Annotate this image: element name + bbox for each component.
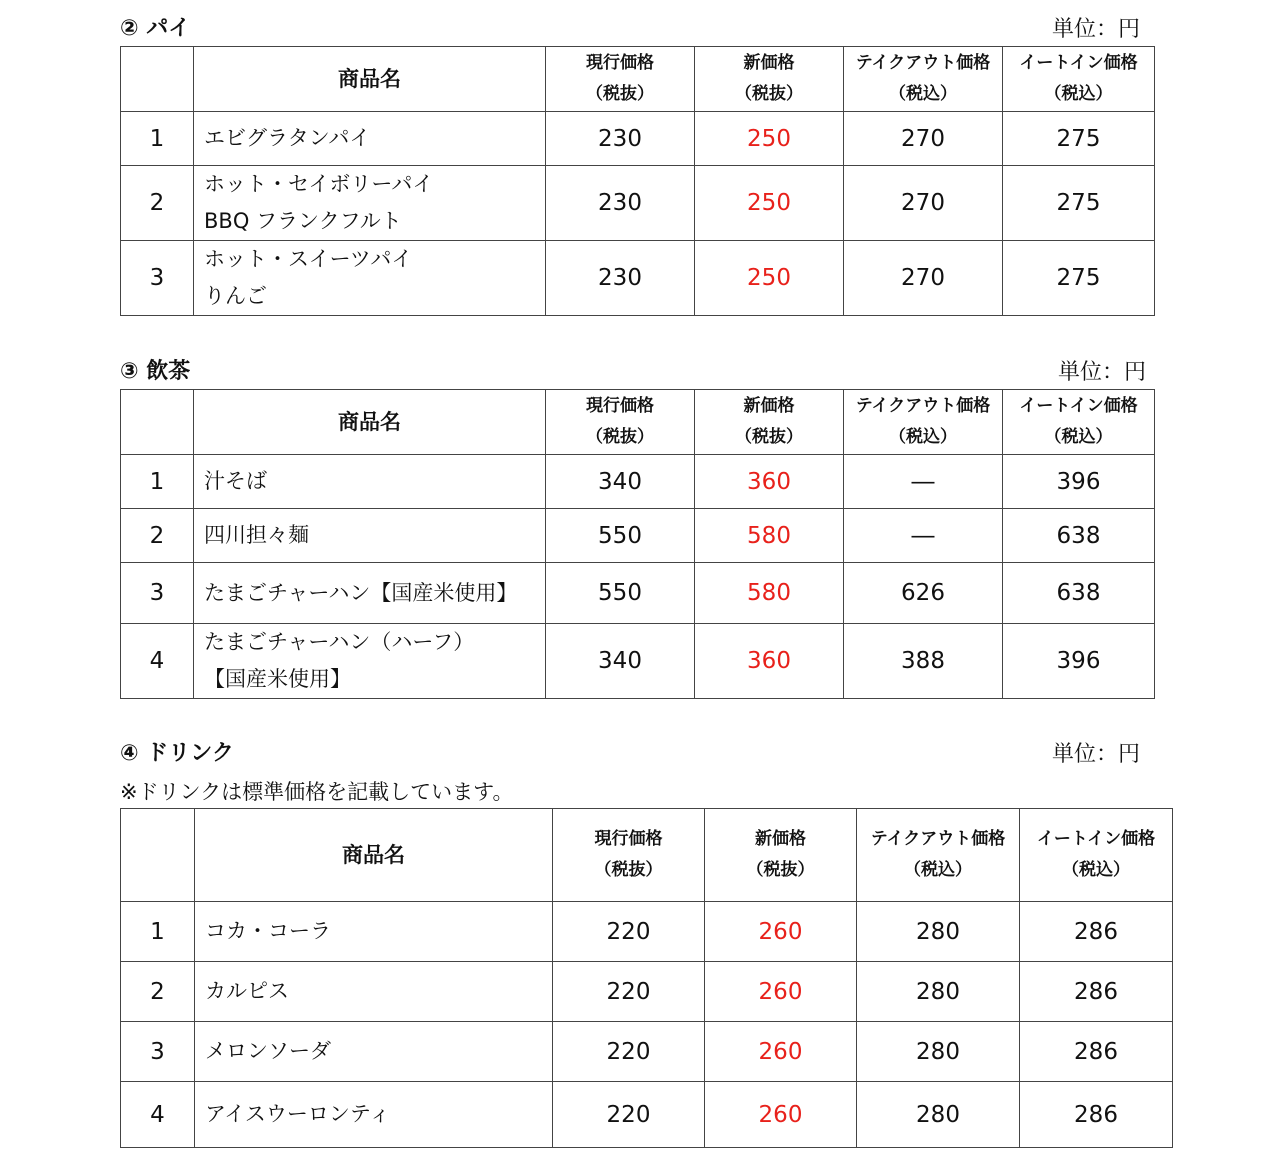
current-price: 220 [553,962,705,1022]
row-number: 4 [121,1082,195,1148]
table-row [121,624,1155,699]
new-price: 260 [705,902,857,962]
takeout-price: 280 [857,1022,1020,1082]
new-price: 260 [705,1082,857,1148]
row-number: 3 [121,563,194,624]
price-table-yamcha [120,389,1155,699]
takeout-price: 270 [844,241,1003,316]
takeout-price: 280 [857,962,1020,1022]
row-number: 2 [121,509,194,563]
header-takeout-price: テイクアウト価格 （税込） [844,390,1003,455]
table-row [121,241,1155,316]
current-price: 550 [546,563,695,624]
header-current-price: 現行価格 （税抜） [553,809,705,902]
row-number: 1 [121,112,194,166]
row-number: 3 [121,241,194,316]
header-eatin-price: イートイン価格 （税込） [1020,809,1173,902]
takeout-price: ― [844,455,1003,509]
product-name: メロンソーダ [195,1022,553,1082]
new-price: 580 [695,563,844,624]
row-number: 1 [121,902,195,962]
takeout-price: ― [844,509,1003,563]
header-new-price: 新価格 （税抜） [695,47,844,112]
new-price: 580 [695,509,844,563]
row-number: 3 [121,1022,195,1082]
table-row [121,509,1155,563]
header-no [121,47,194,112]
unit-label-pie: 単位：円 [1052,17,1141,42]
takeout-price: 280 [857,902,1020,962]
eatin-price: 638 [1003,563,1155,624]
current-price: 230 [546,112,695,166]
table-header-row [121,390,1155,455]
table-row [121,902,1173,962]
product-name: ホット・スイーツパイ りんご [194,241,546,316]
table-header-row [121,47,1155,112]
header-new-price: 新価格 （税抜） [705,809,857,902]
header-takeout-price: テイクアウト価格 （税込） [844,47,1003,112]
header-takeout-price: テイクアウト価格 （税込） [857,809,1020,902]
current-price: 340 [546,624,695,699]
current-price: 230 [546,241,695,316]
header-eatin-price: イートイン価格 （税込） [1003,390,1155,455]
current-price: 230 [546,166,695,241]
takeout-price: 270 [844,166,1003,241]
takeout-price: 270 [844,112,1003,166]
section-title-pie: ② パイ [120,16,191,41]
current-price: 340 [546,455,695,509]
product-name: カルピス [195,962,553,1022]
eatin-price: 396 [1003,624,1155,699]
header-eatin-price: イートイン価格 （税込） [1003,47,1155,112]
product-name: コカ・コーラ [195,902,553,962]
takeout-price: 388 [844,624,1003,699]
header-product-name: 商品名 [194,47,546,112]
header-product-name: 商品名 [194,390,546,455]
header-no [121,809,195,902]
current-price: 550 [546,509,695,563]
header-current-price: 現行価格 （税抜） [546,47,695,112]
eatin-price: 286 [1020,1082,1173,1148]
product-name: アイスウーロンティ [195,1082,553,1148]
eatin-price: 275 [1003,166,1155,241]
price-table-pie [120,46,1155,316]
eatin-price: 275 [1003,112,1155,166]
eatin-price: 275 [1003,241,1155,316]
table-header-row [121,809,1173,902]
product-name: ホット・セイボリーパイ BBQ フランクフルト [194,166,546,241]
product-name: 四川担々麺 [194,509,546,563]
header-no [121,390,194,455]
current-price: 220 [553,1022,705,1082]
table-row [121,962,1173,1022]
product-name: たまごチャーハン【国産米使用】 [194,563,546,624]
row-number: 4 [121,624,194,699]
table-row [121,166,1155,241]
product-name: たまごチャーハン（ハーフ） 【国産米使用】 [194,624,546,699]
unit-label-yamcha: 単位：円 [1058,360,1147,385]
eatin-price: 638 [1003,509,1155,563]
product-name: エビグラタンパイ [194,112,546,166]
section-title-drink: ④ ドリンク [120,741,234,766]
header-product-name: 商品名 [195,809,553,902]
eatin-price: 286 [1020,962,1173,1022]
takeout-price: 280 [857,1082,1020,1148]
current-price: 220 [553,902,705,962]
section-title-yamcha: ③ 飲茶 [120,359,191,384]
new-price: 260 [705,1022,857,1082]
table-row [121,112,1155,166]
row-number: 2 [121,962,195,1022]
header-new-price: 新価格 （税抜） [695,390,844,455]
new-price: 250 [695,112,844,166]
takeout-price: 626 [844,563,1003,624]
unit-label-drink: 単位：円 [1052,742,1141,767]
row-number: 1 [121,455,194,509]
product-name: 汁そば [194,455,546,509]
new-price: 250 [695,241,844,316]
row-number: 2 [121,166,194,241]
eatin-price: 286 [1020,902,1173,962]
table-row [121,1022,1173,1082]
new-price: 260 [705,962,857,1022]
eatin-price: 286 [1020,1022,1173,1082]
price-table-drink [120,808,1173,1148]
drink-note: ※ドリンクは標準価格を記載しています。 [120,780,514,804]
new-price: 360 [695,455,844,509]
table-row [121,563,1155,624]
table-row [121,1082,1173,1148]
header-current-price: 現行価格 （税抜） [546,390,695,455]
eatin-price: 396 [1003,455,1155,509]
current-price: 220 [553,1082,705,1148]
table-row [121,455,1155,509]
new-price: 250 [695,166,844,241]
new-price: 360 [695,624,844,699]
